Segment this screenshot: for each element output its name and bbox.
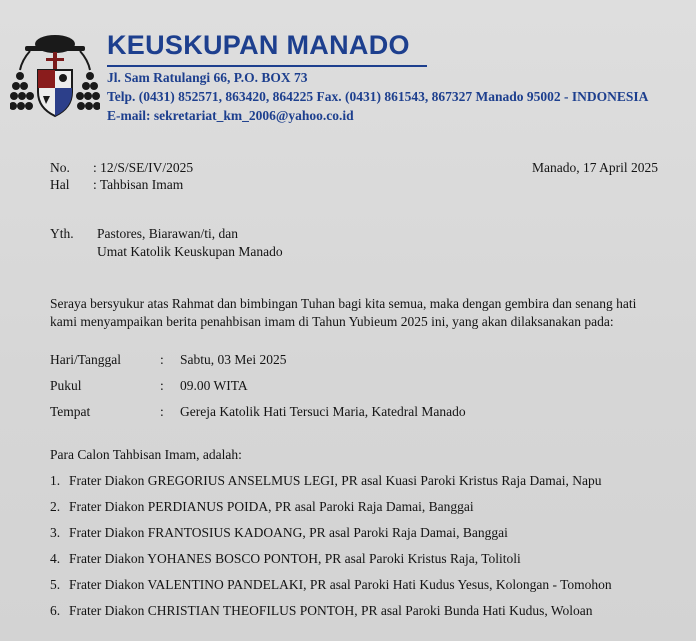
detail-label-place: Tempat xyxy=(50,404,91,419)
detail-value-place: Gereja Katolik Hati Tersuci Maria, Katedral Manado xyxy=(180,404,466,419)
recipient-label: Yth. xyxy=(50,226,74,241)
detail-value-time: 09.00 WITA xyxy=(180,378,248,393)
detail-separator: : xyxy=(160,378,164,393)
detail-label-date: Hari/Tanggal xyxy=(50,352,122,367)
detail-separator: : xyxy=(160,404,164,419)
list-number: 6. xyxy=(50,603,61,618)
intro-paragraph: Seraya bersyukur atas Rahmat dan bimbingan Tuhan bagi kita semua, maka dengan gembira dan senang hati kami menyampaikan berita penahbisan imam di Tahun Yubieum 2025 ini, yang akan dilaksanakan pada: xyxy=(50,296,637,329)
list-item xyxy=(50,499,474,515)
list-item xyxy=(50,525,508,541)
list-item xyxy=(50,577,612,593)
recipient-line-2: Umat Katolik Keuskupan Manado xyxy=(97,244,283,259)
list-item xyxy=(50,551,521,567)
subject-label: Hal xyxy=(50,177,70,192)
list-number: 3. xyxy=(50,525,61,540)
detail-separator: : xyxy=(160,352,164,367)
candidate-text: Frater Diakon CHRISTIAN THEOFILUS PONTOH, PR asal Paroki Bunda Hati Kudus, Woloan xyxy=(69,603,593,618)
number-label: No. xyxy=(50,160,70,175)
list-item xyxy=(50,603,593,619)
list-number: 2. xyxy=(50,499,61,514)
place-date: Manado, 17 April 2025 xyxy=(532,160,658,175)
candidate-text: Frater Diakon YOHANES BOSCO PONTOH, PR asal Paroki Kristus Raja, Tolitoli xyxy=(69,551,521,566)
candidate-text: Frater Diakon VALENTINO PANDELAKI, PR asal Paroki Hati Kudus Yesus, Kolongan - Tomohon xyxy=(69,577,612,592)
subject-value: : Tahbisan Imam xyxy=(93,177,184,192)
organization-name: KEUSKUPAN MANADO xyxy=(107,30,410,60)
letterhead-address: Jl. Sam Ratulangi 66, P.O. BOX 73 xyxy=(107,70,308,85)
candidate-text: Frater Diakon GREGORIUS ANSELMUS LEGI, PR asal Kuasi Paroki Kristus Raja Damai, Napu xyxy=(69,473,602,488)
diocese-coat-of-arms-icon xyxy=(10,30,100,122)
candidate-text: Frater Diakon PERDIANUS POIDA, PR asal Paroki Raja Damai, Banggai xyxy=(69,499,474,514)
candidate-text: Frater Diakon FRANTOSIUS KADOANG, PR asal Paroki Raja Damai, Banggai xyxy=(69,525,508,540)
list-number: 4. xyxy=(50,551,61,566)
detail-label-time: Pukul xyxy=(50,378,82,393)
letterhead-phone: Telp. (0431) 852571, 863420, 864225 Fax. (0431) 861543, 867327 Manado 95002 - INDONESIA xyxy=(107,89,649,104)
letterhead-rule xyxy=(107,65,427,67)
recipient-line-1: Pastores, Biarawan/ti, dan xyxy=(97,226,238,241)
letterhead-email: E-mail: sekretariat_km_2006@yahoo.co.id xyxy=(107,108,354,123)
list-number: 5. xyxy=(50,577,61,592)
list-number: 1. xyxy=(50,473,61,488)
list-item xyxy=(50,473,601,489)
detail-value-date: Sabtu, 03 Mei 2025 xyxy=(180,352,287,367)
candidates-heading: Para Calon Tahbisan Imam, adalah: xyxy=(50,447,242,462)
number-value: : 12/S/SE/IV/2025 xyxy=(93,160,194,175)
